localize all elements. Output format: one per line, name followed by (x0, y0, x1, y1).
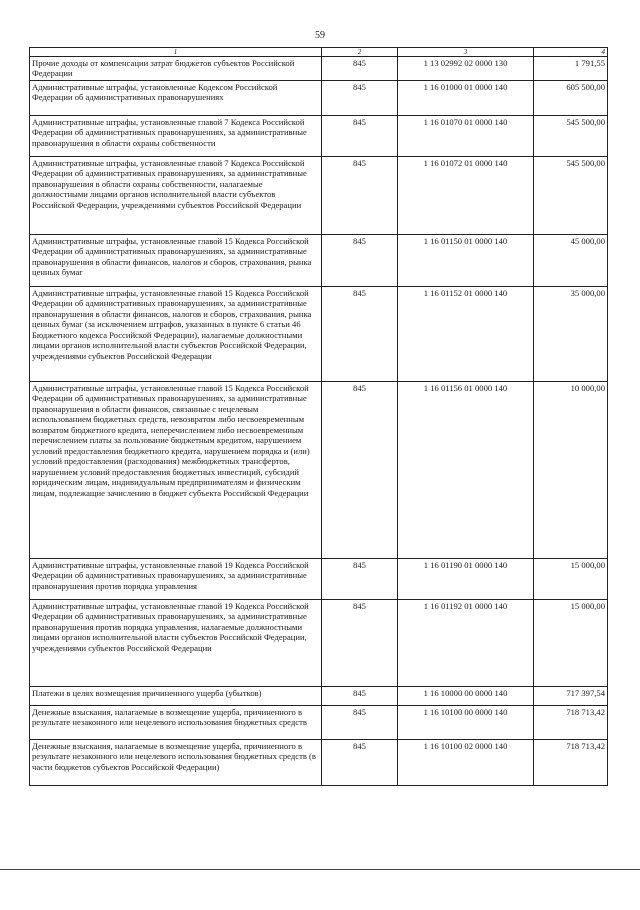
amount-cell: 545 500,00 (534, 115, 608, 156)
column-header-4: 4 (534, 48, 608, 57)
column-header-2: 2 (322, 48, 398, 57)
budget-classification-code-cell: 1 16 10000 00 0000 140 (398, 686, 534, 705)
revenue-name-cell: Денежные взыскания, налагаемые в возмещение ущерба, причиненного в результате незаконного или нецелевого использования бюджетных средств (в части бюджетов субъектов Российской Федерации) (30, 739, 322, 785)
table-row (30, 705, 608, 739)
table-row (30, 558, 608, 599)
amount-cell: 545 500,00 (534, 156, 608, 234)
admin-code-cell: 845 (322, 57, 398, 81)
revenue-name-cell: Административные штрафы, установленные главой 19 Кодекса Российской Федерации об административных правонарушениях, за административные правонарушения против порядка управления, налагаемые должностными лицами органов исполнительной власти субъектов Российской Федерации, учреждениями субъектов Российской Федерации (30, 599, 322, 686)
budget-classification-code-cell: 1 16 01072 01 0000 140 (398, 156, 534, 234)
page-bottom-border (0, 869, 640, 870)
budget-classification-code-cell: 1 16 01150 01 0000 140 (398, 234, 534, 286)
admin-code-cell: 845 (322, 558, 398, 599)
budget-classification-code-cell: 1 16 01000 01 0000 140 (398, 80, 534, 115)
table-row (30, 57, 608, 81)
amount-cell: 718 713,42 (534, 705, 608, 739)
amount-cell: 605 500,00 (534, 80, 608, 115)
amount-cell: 35 000,00 (534, 286, 608, 381)
table-row (30, 686, 608, 705)
amount-cell: 1 791,55 (534, 57, 608, 81)
revenue-table (29, 47, 608, 786)
admin-code-cell: 845 (322, 115, 398, 156)
table-row (30, 599, 608, 686)
budget-classification-code-cell: 1 16 01192 01 0000 140 (398, 599, 534, 686)
table-row (30, 234, 608, 286)
revenue-name-cell: Административные штрафы, установленные главой 15 Кодекса Российской Федерации об административных правонарушениях, за административные правонарушения в области финансов, налогов и сборов, страхования, рынка ценных бумаг (за исключением штрафов, указанных в пункте 6 статьи 46 Бюджетного кодекса Российской Федерации), налагаемые должностными лицами органов исполнительной власти субъектов Российской Федерации, учреждениями субъектов Российской Федерации (30, 286, 322, 381)
budget-classification-code-cell: 1 13 02992 02 0000 130 (398, 57, 534, 81)
budget-classification-code-cell: 1 16 01156 01 0000 140 (398, 381, 534, 558)
column-header-1: 1 (30, 48, 322, 57)
admin-code-cell: 845 (322, 739, 398, 785)
revenue-name-cell: Денежные взыскания, налагаемые в возмещение ущерба, причиненного в результате незаконного или нецелевого использования бюджетных средств (30, 705, 322, 739)
page-number: 59 (315, 30, 325, 41)
admin-code-cell: 845 (322, 705, 398, 739)
amount-cell: 10 000,00 (534, 381, 608, 558)
admin-code-cell: 845 (322, 156, 398, 234)
admin-code-cell: 845 (322, 286, 398, 381)
budget-classification-code-cell: 1 16 01152 01 0000 140 (398, 286, 534, 381)
table-row (30, 286, 608, 381)
revenue-name-cell: Административные штрафы, установленные главой 15 Кодекса Российской Федерации об административных правонарушениях, за административные правонарушения в области финансов, налогов и сборов, страхования, рынка ценных бумаг (30, 234, 322, 286)
amount-cell: 718 713,42 (534, 739, 608, 785)
revenue-name-cell: Прочие доходы от компенсации затрат бюджетов субъектов Российской Федерации (30, 57, 322, 81)
budget-classification-code-cell: 1 16 10100 00 0000 140 (398, 705, 534, 739)
revenue-name-cell: Платежи в целях возмещения причиненного ущерба (убытков) (30, 686, 322, 705)
revenue-name-cell: Административные штрафы, установленные главой 15 Кодекса Российской Федерации об административных правонарушениях, за административные правонарушения в области финансов, связанные с нецелевым использованием бюджетных средств, невозвратом либо несвоевременным возвратом бюджетного кредита, неперечислением либо несвоевременным перечислением платы за пользование бюджетным кредитом, нарушением условий предоставления бюджетного кредита, нарушением порядка и (или) условий предоставления (расходования) межбюджетных трансфертов, нарушением условий предоставления бюджетных инвестиций, субсидий юридическим лицам, индивидуальным предпринимателям и физическим лицам, подлежащие зачислению в бюджет субъекта Российской Федерации (30, 381, 322, 558)
table-row (30, 739, 608, 785)
table-row (30, 115, 608, 156)
budget-classification-code-cell: 1 16 01190 01 0000 140 (398, 558, 534, 599)
revenue-name-cell: Административные штрафы, установленные главой 19 Кодекса Российской Федерации об административных правонарушениях, за административные правонарушения против порядка управления (30, 558, 322, 599)
table-row (30, 381, 608, 558)
admin-code-cell: 845 (322, 381, 398, 558)
amount-cell: 45 000,00 (534, 234, 608, 286)
admin-code-cell: 845 (322, 234, 398, 286)
table-row (30, 156, 608, 234)
amount-cell: 15 000,00 (534, 558, 608, 599)
admin-code-cell: 845 (322, 80, 398, 115)
revenue-name-cell: Административные штрафы, установленные главой 7 Кодекса Российской Федерации об административных правонарушениях, за административные правонарушения в области охраны собственности (30, 115, 322, 156)
budget-classification-code-cell: 1 16 01070 01 0000 140 (398, 115, 534, 156)
amount-cell: 15 000,00 (534, 599, 608, 686)
amount-cell: 717 397,54 (534, 686, 608, 705)
column-header-3: 3 (398, 48, 534, 57)
revenue-name-cell: Административные штрафы, установленные Кодексом Российской Федерации об административных правонарушениях (30, 80, 322, 115)
column-number-row (30, 48, 608, 57)
admin-code-cell: 845 (322, 599, 398, 686)
table-row (30, 80, 608, 115)
revenue-name-cell: Административные штрафы, установленные главой 7 Кодекса Российской Федерации об административных правонарушениях, за административные правонарушения в области охраны собственности, налагаемые должностными лицами органов исполнительной власти субъектов Российской Федерации, учреждениями субъектов Российской Федерации (30, 156, 322, 234)
admin-code-cell: 845 (322, 686, 398, 705)
budget-classification-code-cell: 1 16 10100 02 0000 140 (398, 739, 534, 785)
